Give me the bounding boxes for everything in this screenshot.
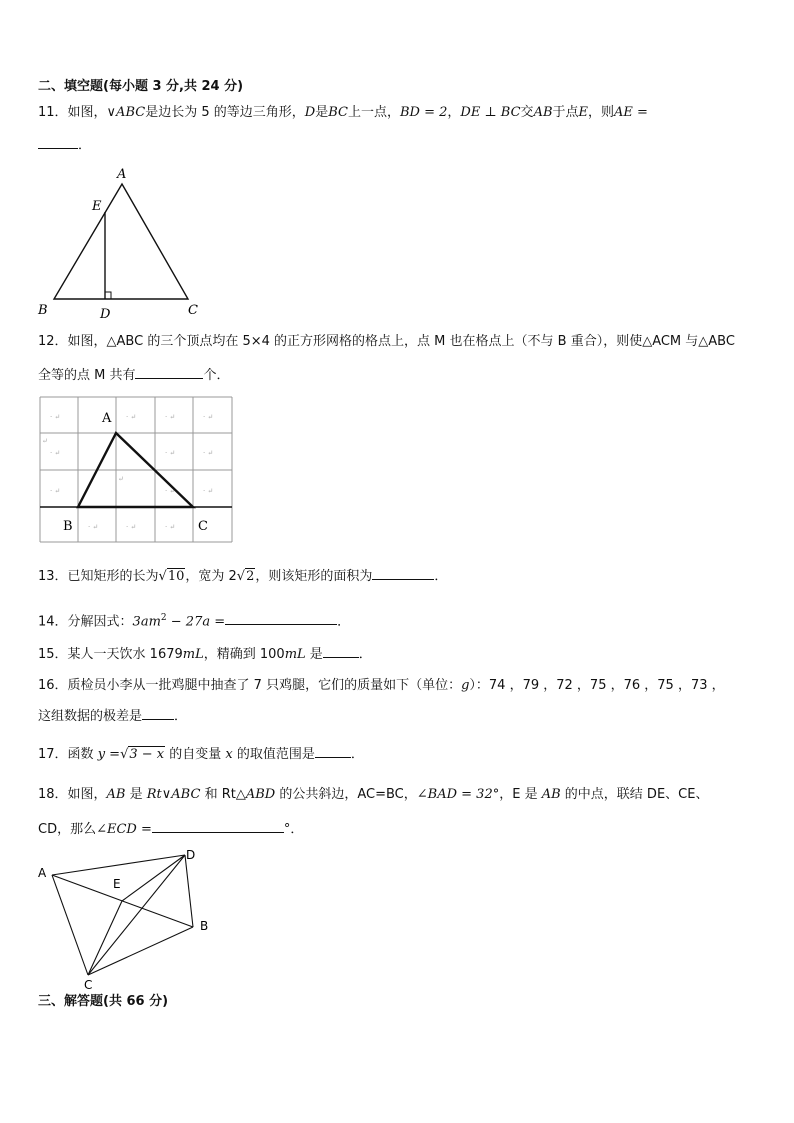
question-15: 15．某人一天饮水 1679mL，精确到 100mL 是 ． bbox=[38, 647, 372, 662]
svg-text:· ↵: · ↵ bbox=[203, 449, 214, 457]
svg-text:· ↵: · ↵ bbox=[50, 413, 61, 421]
figure-grid bbox=[38, 395, 238, 545]
svg-text:· ↵: · ↵ bbox=[126, 413, 137, 421]
fig18-label-b: B bbox=[200, 919, 209, 933]
svg-text:· ↵: · ↵ bbox=[50, 449, 61, 457]
question-11-line2: ． bbox=[38, 136, 91, 155]
fig18-label-c: C bbox=[84, 978, 93, 992]
question-16-line1: 16．质检员小李从一批鸡腿中抽查了 7 只鸡腿，它们的质量如下（单位：g）：74 ，79 ，72 ，75 ，76 ，75 ，73 ， bbox=[38, 678, 725, 693]
fig18-label-a: A bbox=[38, 866, 47, 880]
answer-blank-13[interactable] bbox=[372, 567, 434, 580]
answer-blank-18[interactable] bbox=[152, 820, 284, 833]
svg-text:· ↵: · ↵ bbox=[88, 523, 99, 531]
question-16-line2: 这组数据的极差是 ． bbox=[38, 709, 188, 724]
svg-text:↵: ↵ bbox=[42, 437, 48, 445]
question-17: 17．函数 y =√3 − x 的自变量 x 的取值范围是 ． bbox=[38, 747, 364, 762]
answer-blank-17[interactable] bbox=[315, 745, 351, 758]
svg-text:· ↵: · ↵ bbox=[165, 523, 176, 531]
svg-text:· ↵: · ↵ bbox=[50, 487, 61, 495]
section-2-title: 二、填空题(每小题 3 分,共 24 分) bbox=[38, 79, 244, 94]
answer-blank-15[interactable] bbox=[323, 645, 359, 658]
answer-blank-11[interactable] bbox=[38, 136, 78, 149]
svg-text:· ↵: · ↵ bbox=[165, 449, 176, 457]
question-13: 13．已知矩形的长为√10，宽为 2√2，则该矩形的面积为 ． bbox=[38, 569, 448, 584]
question-12-line2: 全等的点 M 共有 个． bbox=[38, 368, 230, 383]
figure-18-lines bbox=[52, 855, 193, 975]
question-12-line1: 12．如图，△ABC 的三个顶点均在 5×4 的正方形网格的格点上，点 M 也在格点上（不与 B 重合），则使△ACM 与△ABC bbox=[38, 334, 735, 349]
fig18-label-e: E bbox=[113, 877, 121, 891]
svg-text:· ↵: · ↵ bbox=[203, 487, 214, 495]
label-a: A bbox=[117, 167, 127, 182]
svg-text:↵: ↵ bbox=[118, 475, 124, 483]
label-e: E bbox=[92, 199, 102, 214]
grid-label-c: C bbox=[198, 519, 208, 534]
answer-blank-12[interactable] bbox=[135, 366, 203, 379]
fig18-label-d: D bbox=[186, 848, 196, 862]
grid-label-b: B bbox=[63, 519, 73, 534]
svg-text:· ↵: · ↵ bbox=[165, 413, 176, 421]
label-d: D bbox=[100, 307, 111, 322]
question-18-line1: 18．如图，AB 是 Rt∨ABC 和 Rt△ABD 的公共斜边，AC=BC，∠BAD = 32°，E 是 AB 的中点，联结 DE、CE、 bbox=[38, 787, 709, 802]
grid-label-a: A bbox=[102, 411, 112, 426]
svg-text:· ↵: · ↵ bbox=[203, 413, 214, 421]
question-11-line1: 11．如图，∨ABC是边长为 5 的等边三角形，D是BC上一点，BD = 2，DE ⊥ BC交AB于点E，则AE = bbox=[38, 105, 648, 120]
triangle-abc-outline bbox=[54, 184, 188, 299]
label-b: B bbox=[38, 303, 48, 318]
question-14: 14．分解因式：$3am^2 - 27a$ = ． bbox=[38, 613, 351, 630]
grid-cell-marks bbox=[42, 413, 213, 531]
label-c: C bbox=[188, 303, 198, 318]
svg-text:· ↵: · ↵ bbox=[126, 523, 137, 531]
right-angle-mark bbox=[105, 292, 111, 299]
answer-blank-14[interactable] bbox=[225, 612, 337, 625]
figure-quadrilateral bbox=[30, 845, 220, 995]
figure-triangle-abc bbox=[30, 162, 210, 322]
question-18-line2: CD，那么∠ECD = °． bbox=[38, 822, 304, 837]
answer-blank-16[interactable] bbox=[142, 707, 174, 720]
svg-text:· ↵: · ↵ bbox=[165, 487, 176, 495]
section-3-title: 三、解答题(共 66 分) bbox=[38, 994, 169, 1009]
